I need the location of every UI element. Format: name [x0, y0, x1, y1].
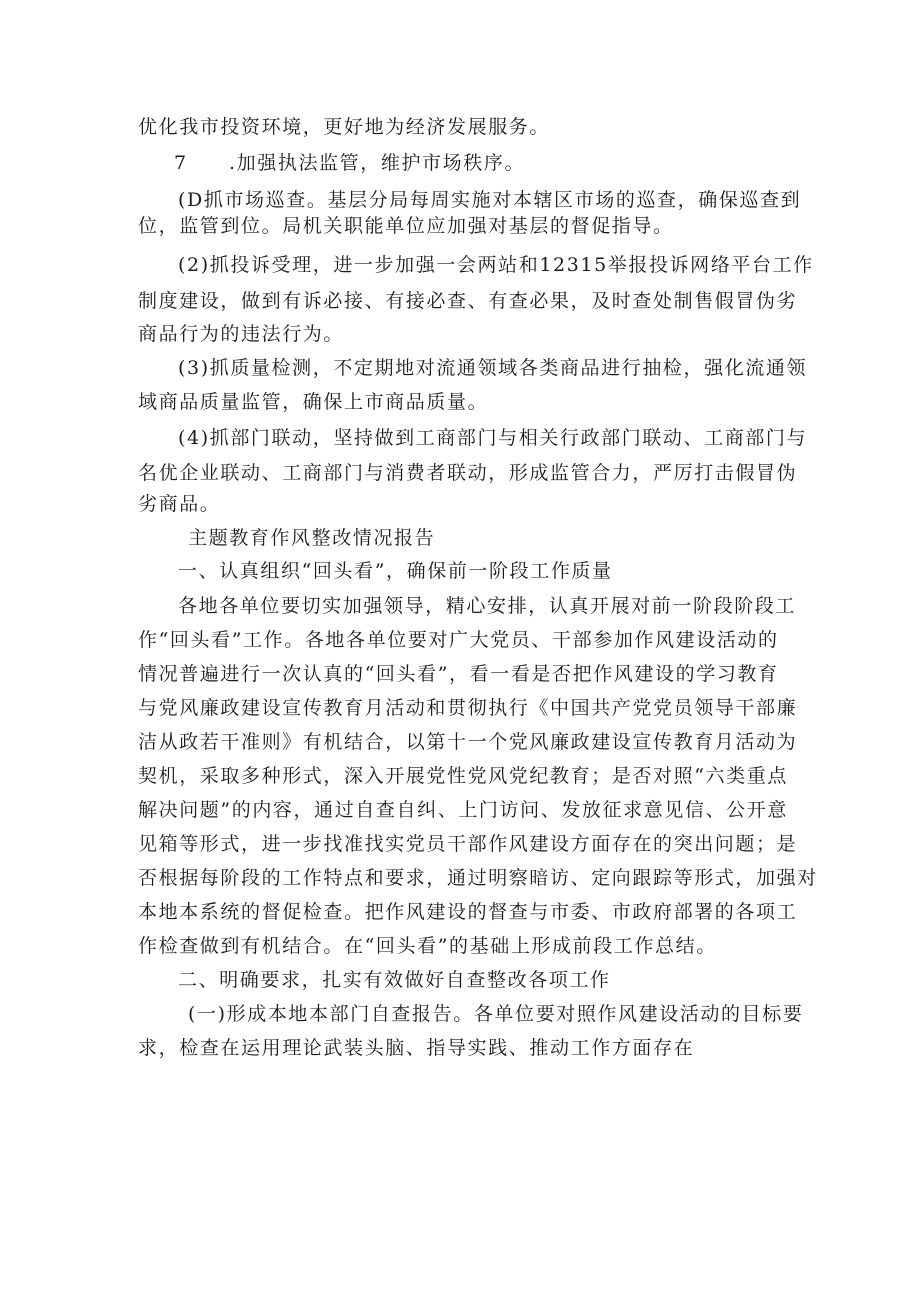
text-line: 优化我市投资环境，更好地为经济发展服务。: [138, 116, 551, 138]
text-line: 契机，采取多种形式，深入开展党性党风党纪教育；是否对照“六类重点: [138, 765, 788, 787]
text-line: 见箱等形式，进一步找准找实党员干部作风建设方面存在的突出问题；是: [138, 833, 798, 855]
text-line: 作“回头看”工作。各地各单位要对广大党员、干部参加作风建设活动的: [138, 629, 779, 651]
text-line: 域商品质量监管，确保上市商品质量。: [138, 391, 489, 413]
text-line: .加强执法监管，维护市场秩序。: [229, 152, 526, 174]
text-line: 求，检查在运用理论武装头脑、指导实践、推动工作方面存在: [138, 1037, 695, 1059]
section-heading: 一、认真组织“回头看”，确保前一阶段工作质量: [178, 560, 613, 582]
text-line: (一)形成本地本部门自查报告。各单位要对照作风建设活动的目标要: [188, 1003, 804, 1025]
text-line: 商品行为的违法行为。: [138, 323, 345, 345]
text-line: (2)抓投诉受理，进一步加强一会两站和12315举报投诉网络平台工作: [178, 254, 814, 276]
text-line: 位，监管到位。局机关职能单位应加强对基层的督促指导。: [138, 215, 674, 237]
text-line: 本地本系统的督促检查。把作风建设的督查与市委、市政府部署的各项工: [138, 901, 798, 923]
text-line: 作检查做到有机结合。在“回头看”的基础上形成前段工作总结。: [138, 935, 717, 957]
text-line: (3)抓质量检测，不定期地对流通领域各类商品进行抽检，强化流通领: [178, 357, 808, 379]
text-line: 情况普遍进行一次认真的“回头看”，看一看是否把作风建设的学习教育: [138, 663, 779, 685]
text-line: 劣商品。: [138, 493, 221, 515]
text-line: 名优企业联动、工商部门与消费者联动，形成监管合力，严厉打击假冒伪: [138, 462, 798, 484]
text-line: 各地各单位要切实加强领导，精心安排，认真开展对前一阶段阶段工: [178, 595, 797, 617]
text-line: (D抓市场巡查。基层分局每周实施对本辖区市场的巡查，确保巡查到: [178, 189, 802, 211]
list-number: 7: [174, 152, 187, 174]
text-line: 制度建设，做到有诉必接、有接必查、有查必果，及时查处制售假冒伪劣: [138, 290, 798, 312]
text-line: 洁从政若干准则》有机结合，以第十一个党风廉政建设宣传教育月活动为: [138, 731, 798, 753]
text-line: (4)抓部门联动，坚持做到工商部门与相关行政部门联动、工商部门与: [178, 427, 808, 449]
text-line: 否根据每阶段的工作特点和要求，通过明察暗访、定向跟踪等形式，加强对: [138, 867, 818, 889]
text-line: 解决问题”的内容，通过自查自纠、上门访问、发放征求意见信、公开意: [138, 799, 788, 821]
report-title: 主题教育作风整改情况报告: [188, 527, 436, 549]
text-line: 与党风廉政建设宣传教育月活动和贯彻执行《中国共产党党员领导干部廉: [138, 697, 798, 719]
section-heading: 二、明确要求，扎实有效做好自查整改各项工作: [178, 969, 611, 991]
